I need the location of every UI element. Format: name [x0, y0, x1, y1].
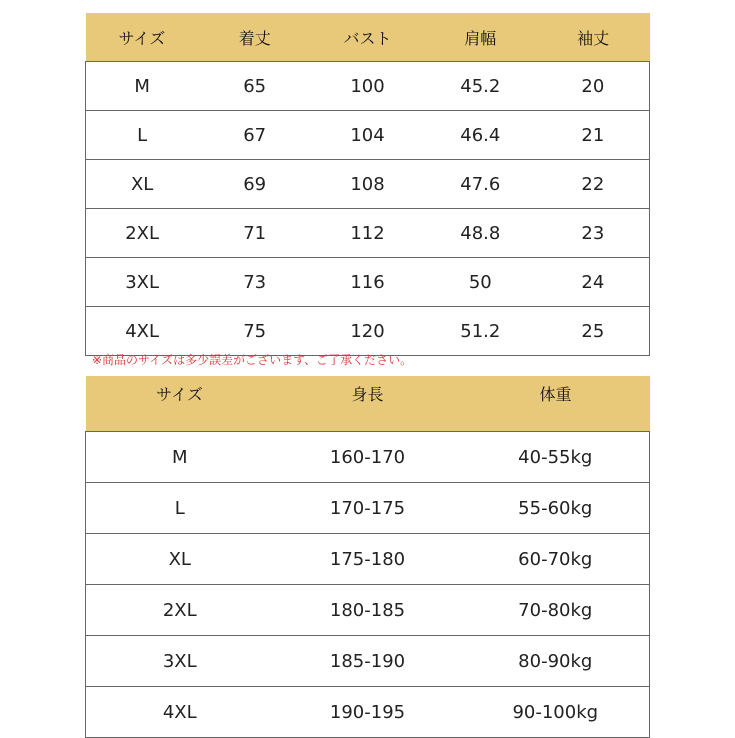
- table-cell: 180-185: [274, 585, 462, 636]
- table-cell: M: [86, 432, 274, 483]
- table-row: [86, 258, 650, 307]
- table-cell: 20: [537, 62, 650, 111]
- table-cell: 2XL: [86, 585, 274, 636]
- table-header-row: [86, 13, 650, 62]
- table-cell: 69: [198, 160, 311, 209]
- table-row: [86, 209, 650, 258]
- table-cell: 3XL: [86, 258, 199, 307]
- size-disclaimer-note: ※商品のサイズは多少誤差がございます、ご了承ください。: [92, 353, 413, 367]
- size-recommendation-table: [85, 376, 650, 738]
- table-cell: 170-175: [274, 483, 462, 534]
- table-cell: 4XL: [86, 307, 199, 356]
- column-header: 袖丈: [537, 13, 650, 62]
- table-cell: L: [86, 111, 199, 160]
- table-cell: 24: [537, 258, 650, 307]
- table-cell: 40-55kg: [462, 432, 650, 483]
- table-cell: 100: [311, 62, 424, 111]
- table-row: [86, 62, 650, 111]
- table-cell: 47.6: [424, 160, 537, 209]
- table-row: [86, 585, 650, 636]
- table-cell: 190-195: [274, 687, 462, 738]
- column-header: 体重: [462, 376, 650, 432]
- table-cell: 70-80kg: [462, 585, 650, 636]
- table-cell: 108: [311, 160, 424, 209]
- table-cell: 160-170: [274, 432, 462, 483]
- table-cell: 185-190: [274, 636, 462, 687]
- table-cell: 65: [198, 62, 311, 111]
- table-row: [86, 307, 650, 356]
- table-cell: 116: [311, 258, 424, 307]
- table-cell: XL: [86, 160, 199, 209]
- table-cell: 50: [424, 258, 537, 307]
- table-cell: M: [86, 62, 199, 111]
- column-header: バスト: [311, 13, 424, 62]
- table-cell: 23: [537, 209, 650, 258]
- table-cell: 2XL: [86, 209, 199, 258]
- table-header-row: [86, 376, 650, 432]
- column-header: 着丈: [198, 13, 311, 62]
- column-header: 肩幅: [424, 13, 537, 62]
- table-cell: 4XL: [86, 687, 274, 738]
- table-cell: 80-90kg: [462, 636, 650, 687]
- table-cell: 175-180: [274, 534, 462, 585]
- column-header: サイズ: [86, 13, 199, 62]
- table-cell: 25: [537, 307, 650, 356]
- table-cell: 90-100kg: [462, 687, 650, 738]
- table-cell: 21: [537, 111, 650, 160]
- table-cell: 112: [311, 209, 424, 258]
- size-measurement-table: [85, 13, 650, 356]
- table-cell: 104: [311, 111, 424, 160]
- table-row: [86, 483, 650, 534]
- column-header: サイズ: [86, 376, 274, 432]
- table-row: [86, 636, 650, 687]
- table-cell: 51.2: [424, 307, 537, 356]
- table-cell: 73: [198, 258, 311, 307]
- table-cell: 3XL: [86, 636, 274, 687]
- table-row: [86, 432, 650, 483]
- table-row: [86, 111, 650, 160]
- table-row: [86, 160, 650, 209]
- table-cell: XL: [86, 534, 274, 585]
- table-cell: 22: [537, 160, 650, 209]
- table-row: [86, 687, 650, 738]
- column-header: 身長: [274, 376, 462, 432]
- table-cell: 60-70kg: [462, 534, 650, 585]
- table-cell: L: [86, 483, 274, 534]
- table-cell: 48.8: [424, 209, 537, 258]
- table-cell: 120: [311, 307, 424, 356]
- table-cell: 67: [198, 111, 311, 160]
- table-cell: 46.4: [424, 111, 537, 160]
- table-cell: 45.2: [424, 62, 537, 111]
- table-cell: 71: [198, 209, 311, 258]
- table-cell: 75: [198, 307, 311, 356]
- table-row: [86, 534, 650, 585]
- table-cell: 55-60kg: [462, 483, 650, 534]
